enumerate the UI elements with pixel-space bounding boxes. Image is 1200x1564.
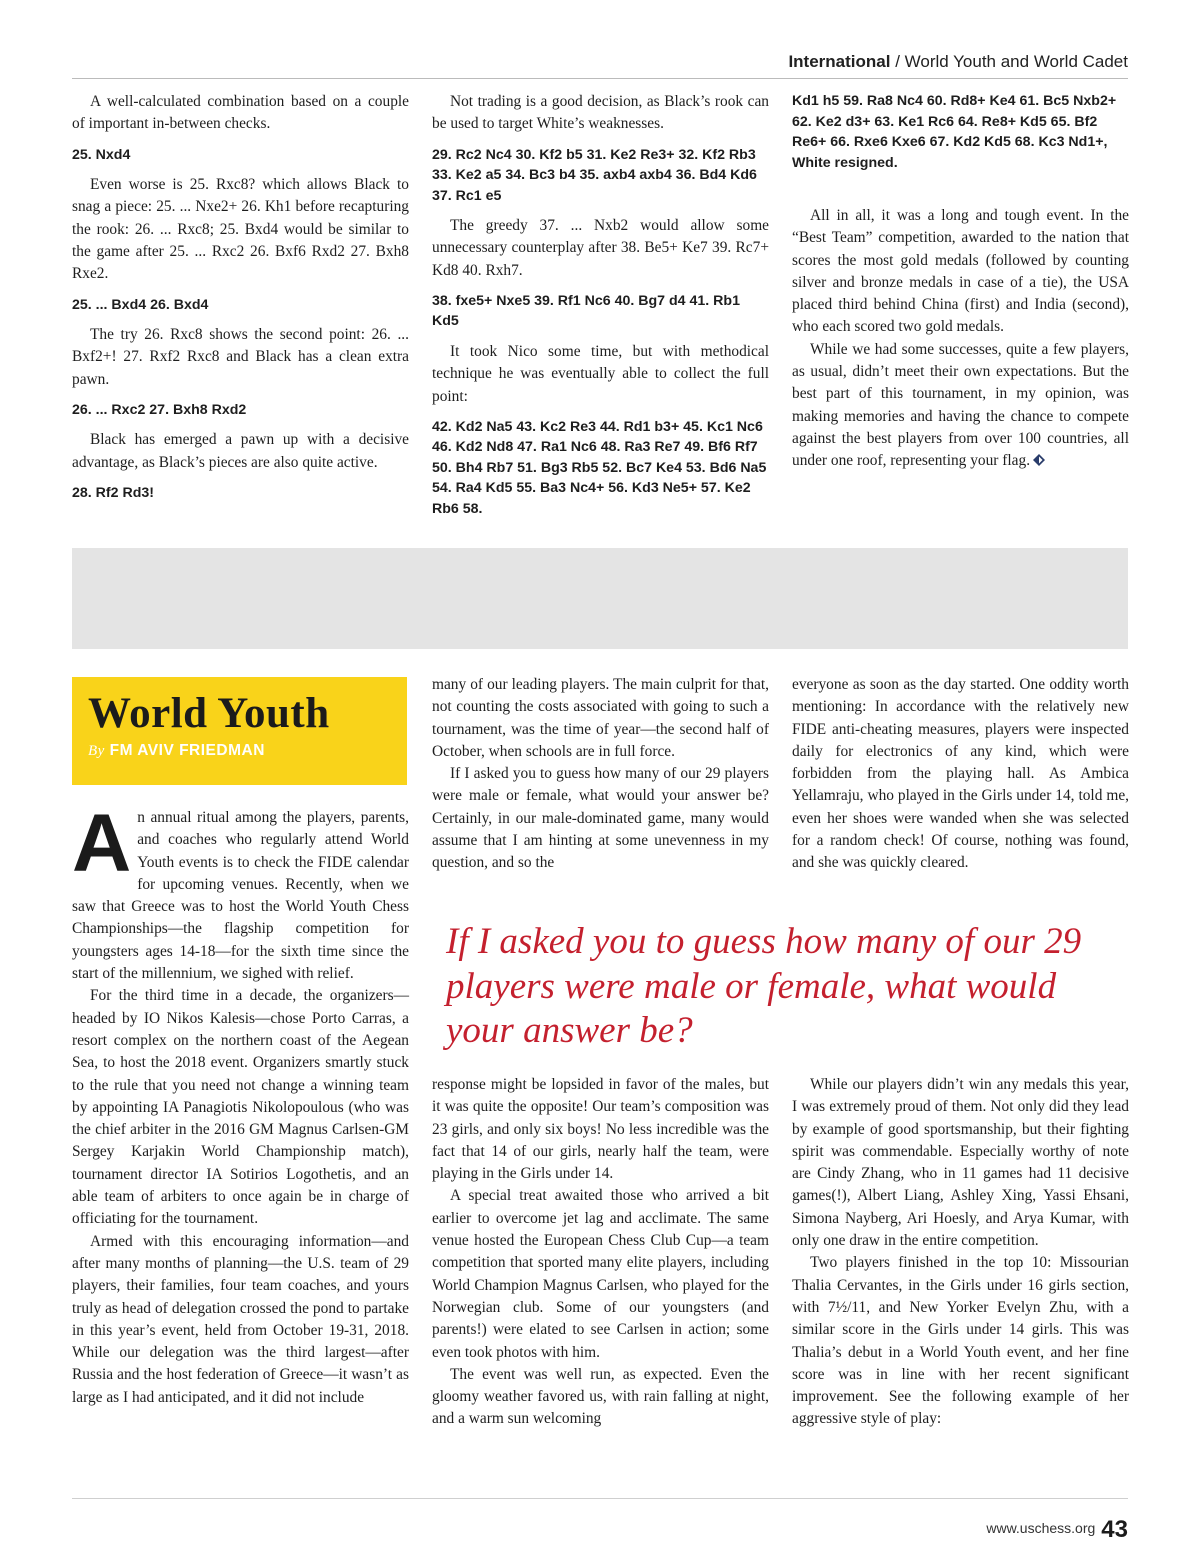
- header-section: International: [788, 52, 891, 71]
- paragraph: The try 26. Rxc8 shows the second point: 26. ... Bxf2+! 27. Rxf2 Rxc8 and Black has a clean extra pawn.: [72, 326, 409, 388]
- header-separator: /: [890, 52, 905, 71]
- game-moves: 29. Rc2 Nc4 30. Kf2 b5 31. Ke2 Re3+ 32. Kf2 Rb3 33. Ke2 a5 34. Bc3 b4 35. axb4 axb4 36. Bd4 Kd6 37. Rc1 e5: [432, 146, 757, 204]
- paragraph: All in all, it was a long and tough event. In the “Best Team” competition, awarded to the nation that scores the most gold medals (followed by counting silver and bronze medals in case of a tie), the USA placed third behind China (first) and India (second), who each scored two gold medals.: [792, 207, 1129, 336]
- paragraph: Black has emerged a pawn up with a decisive advantage, as Black’s pieces are also quite active.: [72, 431, 409, 471]
- advertisement-placeholder: [72, 548, 1128, 649]
- paragraph: Not trading is a good decision, as Black’s rook can be used to target White’s weaknesses.: [432, 93, 769, 133]
- article-column-2-bottom: [432, 1074, 769, 1431]
- end-of-article-icon: [1033, 454, 1045, 466]
- game-moves-final: Kd1 h5 59. Ra8 Nc4 60. Rd8+ Ke4 61. Bc5 Nxb2+ 62. Ke2 d3+ 63. Ke1 Rc6 64. Re8+ Kd5 65. Bf2 Re6+ 66. Rxe6 Kxe6 67. Kd2 Kd5 68. Kc3 Nd1+, White resigned.: [792, 93, 1117, 171]
- article-column-2-top: [432, 674, 769, 875]
- page-number: 43: [1101, 1516, 1128, 1543]
- article-column-3-bottom: [792, 1074, 1129, 1431]
- article-column-3-top: [792, 674, 1129, 875]
- game-moves: 38. fxe5+ Nxe5 39. Rf1 Nc6 40. Bg7 d4 41. Rb1 Kd5: [432, 292, 740, 330]
- footer-url: www.uschess.org: [986, 1520, 1096, 1536]
- game-moves: 25. Nxd4: [72, 146, 131, 163]
- paragraph: It took Nico some time, but with methodical technique he was eventually able to collect the full point:: [432, 342, 769, 405]
- footer-rule: [72, 1498, 1128, 1499]
- article-column-1: [72, 798, 409, 1409]
- article-title-box: [72, 677, 407, 785]
- author-name: FM AVIV FRIEDMAN: [109, 742, 265, 759]
- paragraph: Even worse is 25. Rxc8? which allows Black to snag a piece: 25. ... Nxe2+ 26. Kh1 before recapturing the rook: 26. ... Rxc8; 25. Bxd4 would be similar to the game after 25. ... Rxc2 26. Bxf6 Rxd2 27. Bxh8 Rxe2.: [72, 176, 409, 283]
- pull-quote: If I asked you to guess how many of our 29 players were male or female, what would your answer be?: [446, 921, 1082, 1051]
- header-subtitle: World Youth and World Cadet: [904, 52, 1128, 71]
- drop-cap: A: [72, 798, 132, 889]
- page-footer: [986, 1516, 1128, 1544]
- paragraph: Two players finished in the top 10: Missourian Thalia Cervantes, in the Girls under 16 girls section, with 7½/11, and New Yorker Evelyn Zhu, with a similar score in the Girls under 14 girls. This was Thalia’s debut in a World Youth event, and her fine score was in line with her recent significant improvement. See the following example of her aggressive style of play:: [792, 1254, 1129, 1428]
- game-moves: 42. Kd2 Na5 43. Kc2 Re3 44. Rd1 b3+ 45. Kc1 Nc6 46. Kd2 Nd8 47. Ra1 Nc6 48. Ra3 Re7 49. Bf6 Rf7 50. Bh4 Rb7 51. Bg3 Rb5 52. Bc7 Ke4 53. Bd6 Na5 54. Ra4 Kd5 55. Ba3 Nc4+ 56. Kd3 Ne5+ 57. Ke2 Rb6 58.: [432, 418, 767, 517]
- paragraph: If I asked you to guess how many of our 29 players were male or female, what would your answer be? Certainly, in our male-dominated game, many would assume that I am hinting at some unevenness in my question, and so the: [432, 765, 769, 872]
- paragraph: A well-calculated combination based on a couple of important in-between checks.: [72, 93, 409, 133]
- paragraph: many of our leading players. The main culprit for that, not counting the costs associated with going to such a tournament, was the time of year—the second half of October, when schools are in full force.: [432, 676, 769, 760]
- game-moves: 28. Rf2 Rd3!: [72, 485, 154, 502]
- paragraph-final: While we had some successes, quite a few players, as usual, didn’t meet their own expectations. But the best part of this tournament, in my opinion, was making memories and having the chance to compete against the best players from over 100 countries, all under one roof, representing your flag.: [792, 340, 1129, 470]
- paragraph: The greedy 37. ... Nxb2 would allow some unnecessary counterplay after 38. Be5+ Ke7 39. Rc7+ Kd8 40. Rxh7.: [432, 217, 769, 279]
- paragraph: Armed with this encouraging information—and after many months of planning—the U.S. team of 29 players, their families, four team coaches, and yours truly as head of delegation crossed the pond to partake in this year’s event, held from October 19-31, 2018. While our delegation was the third largest—after Russia and the host federation of Greece—it wasn’t as large as I had anticipated, and it did not include: [72, 1232, 409, 1406]
- top-column-3: [792, 91, 1129, 473]
- paragraph: While our players didn’t win any medals this year, I was extremely proud of them. Not only did they lead by example of good sportsmanship, but their fighting spirit was commendable. Especially worthy of note are Cindy Zhang, who in 11 games had 11 decisive games(!), Albert Liang, Ashley Xing, Yassi Ehsani, Simona Nayberg, Ari Hoesly, and Arya Kumar, with only one draw in the entire competition.: [792, 1076, 1129, 1250]
- running-header: [72, 52, 1128, 79]
- article-title: World Youth: [88, 690, 330, 737]
- paragraph: For the third time in a decade, the organizers—headed by IO Nikos Kalesis—chose Porto Carras, a resort complex on the northern coast of the Aegean Sea, to host the 2018 event. Organizers smartly stuck to the rule that you need not change a winning team by appointing IA Panagiotis Nikolopoulous (who was the chief arbiter in the 2016 GM Magnus Carlsen-GM Sergey Karjakin World Championship match), tournament director IA Sotirios Logothetis, and an able team of arbiters to once again be in charge of officiating for the tournament.: [72, 987, 409, 1228]
- paragraph: response might be lopsided in favor of the males, but it was quite the opposite! Our team’s composition was 23 girls, and only six boys! No less incredible was the fact that 14 of our girls, nearly half the team, were playing in the Girls under 14.: [432, 1076, 769, 1183]
- game-moves: 25. ... Bxd4 26. Bxd4: [72, 296, 209, 313]
- top-column-2: [432, 91, 769, 528]
- game-moves: 26. ... Rxc2 27. Bxh8 Rxd2: [72, 401, 247, 418]
- top-column-1: [72, 91, 409, 513]
- paragraph-lead: An annual ritual among the players, parents, and coaches who regularly attend World Youth events is to check the FIDE calendar for upcoming venues. Recently, when we saw that Greece was to host the World Youth Chess Championships—the flagship competition for youngsters ages 14-18—for the sixth time since the start of the millennium, we sighed with relief.: [72, 798, 409, 983]
- paragraph: A special treat awaited those who arrived a bit earlier to overcome jet lag and acclimate. The same venue hosted the European Chess Club Cup—a team competition that sported many elite players, including World Champion Magnus Carlsen, who played for the Norwegian club. Some of our youngsters (and parents!) were elated to see Carlsen in action; some even took photos with him.: [432, 1187, 769, 1361]
- paragraph: everyone as soon as the day started. One oddity worth mentioning: In accordance with the relatively new FIDE anti-cheating measures, players were inspected daily for electronics of any kind, which were forbidden from the playing hall. As Ambica Yellamraju, who played in the Girls under 14, told me, even her shoes were wanded when she was selected for a random check! Of course, nothing was found, and she was quickly cleared.: [792, 676, 1129, 872]
- paragraph: The event was well run, as expected. Even the gloomy weather favored us, with rain falling at night, and a warm sun welcoming: [432, 1365, 769, 1428]
- article-byline: By FM AVIV FRIEDMAN: [88, 742, 265, 759]
